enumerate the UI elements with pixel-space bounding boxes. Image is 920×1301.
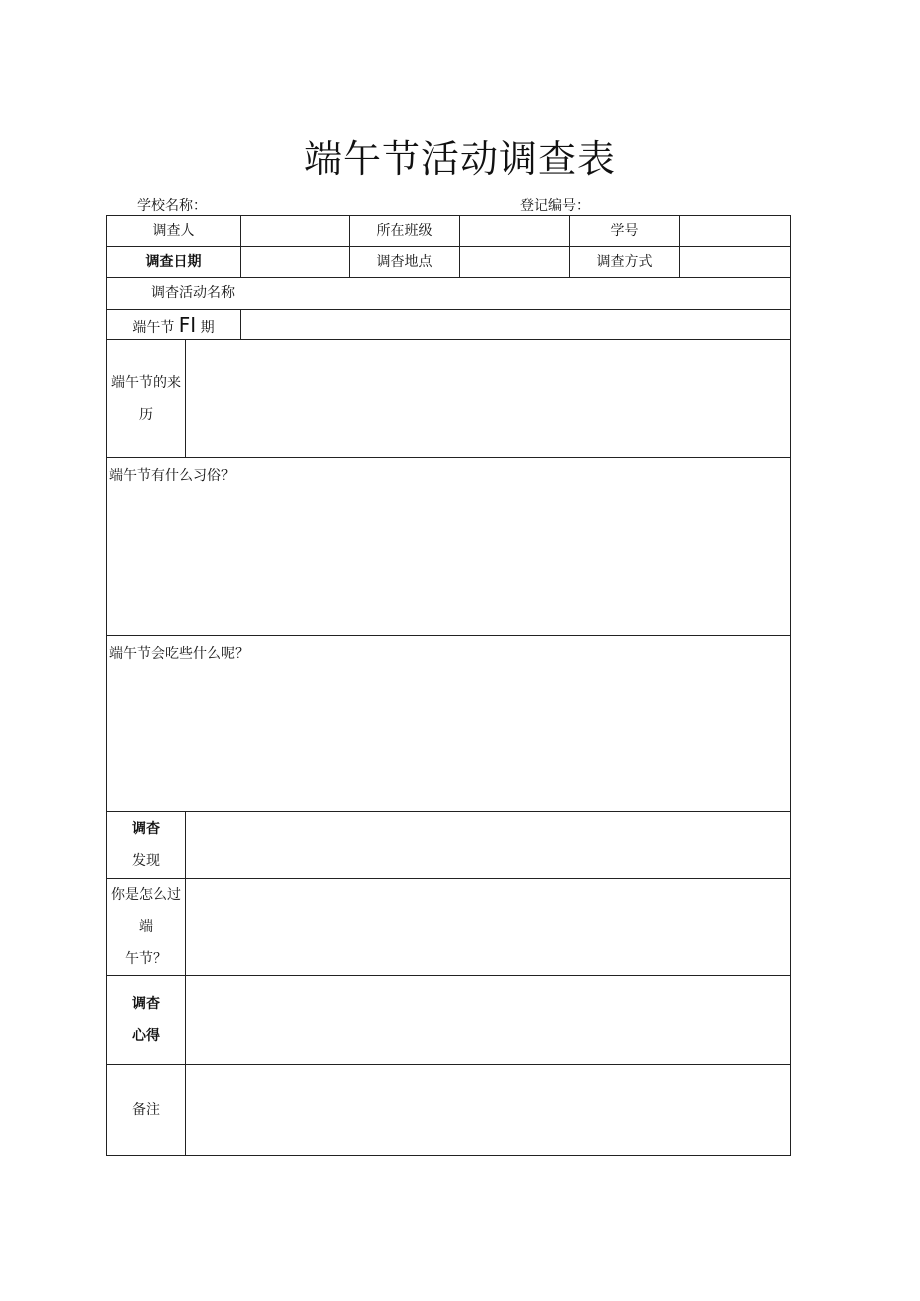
remarks-field[interactable]	[186, 1065, 791, 1156]
class-field[interactable]	[460, 216, 570, 247]
findings-label-line: 发现	[132, 853, 160, 869]
festival-date-label	[107, 310, 241, 340]
method-field[interactable]	[680, 247, 791, 278]
table-row	[107, 340, 791, 458]
origin-field[interactable]	[186, 340, 791, 458]
origin-label-line: 端午节的来	[111, 374, 181, 391]
class-label: 所在班级	[350, 216, 460, 247]
investigator-label: 调查人	[107, 216, 241, 247]
method-label: 调查方式	[570, 247, 680, 278]
origin-label	[107, 340, 186, 458]
student-no-field[interactable]	[680, 216, 791, 247]
registration-number-label: 登记编号：	[520, 198, 590, 214]
table-row	[107, 278, 791, 310]
insight-label-line: 调杳	[132, 996, 160, 1012]
findings-field[interactable]	[186, 812, 791, 879]
how-celebrate-field[interactable]	[186, 879, 791, 976]
table-row	[107, 1065, 791, 1156]
activity-name-label: 调杳活动名称	[151, 285, 235, 302]
investigator-field[interactable]	[241, 216, 350, 247]
how-celebrate-line: 午节？	[125, 951, 167, 967]
table-row	[107, 636, 791, 812]
festival-date-field[interactable]	[241, 310, 791, 340]
insight-field[interactable]	[186, 976, 791, 1065]
place-label: 调杳地点	[350, 247, 460, 278]
how-celebrate-label	[107, 879, 186, 976]
table-row	[107, 976, 791, 1065]
insight-label-line: 心得	[132, 1028, 160, 1044]
table-row	[107, 247, 791, 278]
origin-label-line: 历	[139, 406, 153, 423]
findings-label-line: 调杳	[132, 821, 160, 837]
festival-date-label-part: 期	[200, 319, 215, 336]
table-row	[107, 310, 791, 340]
food-question: 端午节会吃些什么呢？	[109, 646, 249, 662]
activity-name-field[interactable]	[107, 278, 791, 310]
table-row	[107, 879, 791, 976]
student-no-label: 学号	[570, 216, 680, 247]
school-name-label: 学校名称：	[137, 198, 207, 214]
how-celebrate-line: 端	[139, 919, 153, 935]
table-row	[107, 812, 791, 879]
date-field[interactable]	[241, 247, 350, 278]
page-title: 端午节活动调查表	[303, 137, 616, 181]
how-celebrate-line: 你是怎么过	[111, 887, 181, 903]
findings-label	[107, 812, 186, 879]
place-field[interactable]	[460, 247, 570, 278]
customs-question: 端午节有什么习俗？	[109, 468, 235, 484]
date-label: 调查日期	[107, 247, 241, 278]
survey-form-table	[106, 215, 791, 1156]
festival-date-label-part: 端午节	[132, 319, 175, 336]
table-row	[107, 458, 791, 636]
insight-label	[107, 976, 186, 1065]
festival-date-label-part: FI	[178, 312, 197, 337]
remarks-label: 备注	[107, 1065, 186, 1156]
customs-question-field[interactable]	[107, 458, 791, 636]
food-question-field[interactable]	[107, 636, 791, 812]
table-row	[107, 216, 791, 247]
